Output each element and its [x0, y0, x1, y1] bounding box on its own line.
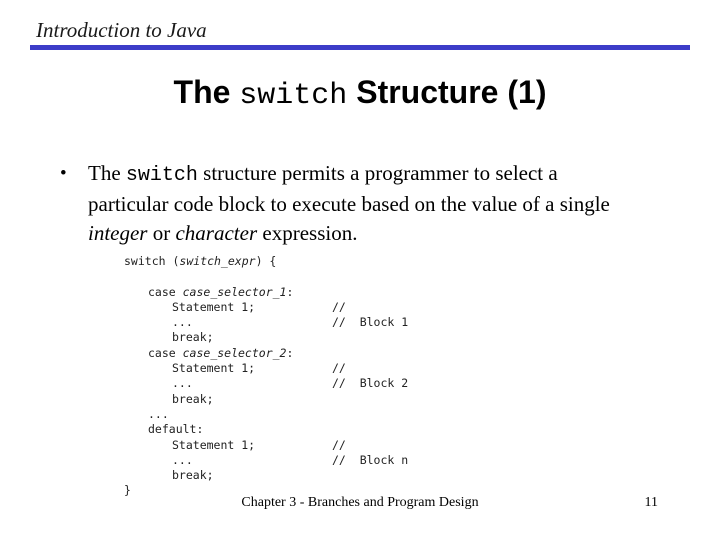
- code-line-case1-stmt: [124, 299, 346, 315]
- code-case1-statement: Statement 1;: [172, 299, 256, 314]
- title-suffix: Structure (1): [356, 74, 547, 110]
- footer-chapter: Chapter 3 - Branches and Program Design: [241, 495, 479, 510]
- bullet-point: [60, 159, 640, 248]
- code-close-brace: }: [124, 483, 131, 498]
- code-default-statement: Statement 1;: [172, 437, 256, 452]
- bullet-icon: •: [60, 163, 67, 184]
- page-number: 11: [644, 495, 658, 510]
- code-default-kw: default:: [148, 422, 204, 437]
- code-line-case2-stmt: [124, 361, 346, 376]
- code-default-dots: ...: [172, 452, 193, 467]
- code-line-ellipsis: [124, 407, 293, 422]
- code-line-default-dots: [124, 452, 409, 468]
- bullet-keyword: switch: [125, 164, 198, 187]
- bullet-italic-character: character: [175, 221, 258, 245]
- code-case1-dots: ...: [172, 315, 193, 330]
- code-case2-statement: Statement 1;: [172, 361, 256, 376]
- code-case2-comment1: //: [332, 361, 346, 376]
- code-default-break: break;: [172, 468, 214, 483]
- code-line-case2-break: [124, 392, 293, 407]
- code-line-case1-break: [124, 330, 293, 345]
- header-divider: [30, 45, 690, 50]
- code-case1-colon: :: [286, 284, 294, 299]
- bullet-text: [88, 159, 640, 248]
- code-case2-kw: case: [148, 345, 183, 360]
- code-case1-kw: case: [148, 284, 183, 299]
- code-case2-break: break;: [172, 391, 214, 406]
- code-case1-comment1: //: [332, 299, 346, 314]
- code-case1-break: break;: [172, 330, 214, 345]
- code-switch-end: ) {: [255, 254, 277, 268]
- code-line-default-stmt: [124, 437, 346, 453]
- course-title: Introduction to Java: [36, 18, 207, 42]
- code-switch-kw: switch (: [124, 254, 180, 268]
- bullet-text-2: structure permits a programmer to select a particular code block to execute based on the value of a single: [88, 161, 610, 216]
- code-example: [124, 254, 409, 499]
- code-ellipsis: ...: [148, 406, 169, 421]
- slide-title: [0, 70, 720, 118]
- code-case2-comment2: // Block 2: [332, 376, 409, 391]
- code-line-case1: [124, 285, 293, 300]
- code-case1-selector: case_selector_1: [182, 284, 287, 299]
- code-line-default-break: [124, 468, 293, 483]
- title-keyword: switch: [239, 79, 348, 113]
- code-default-comment2: // Block n: [332, 452, 409, 467]
- code-line-default: [124, 422, 293, 437]
- code-case2-selector: case_selector_2: [182, 345, 287, 360]
- bullet-italic-integer: integer: [88, 221, 148, 245]
- bullet-text-4: expression.: [262, 221, 358, 245]
- code-line-case2-dots: [124, 376, 409, 391]
- code-switch-expr: switch_expr: [179, 254, 256, 268]
- code-line-switch: [124, 254, 293, 269]
- code-line-blank: [124, 269, 293, 284]
- code-default-comment1: //: [332, 437, 346, 452]
- title-prefix: The: [173, 74, 231, 110]
- code-case2-colon: :: [286, 345, 294, 360]
- bullet-text-3: or: [152, 221, 171, 245]
- bullet-text-1: The: [88, 161, 121, 185]
- code-line-case2: [124, 346, 293, 361]
- code-case2-dots: ...: [172, 376, 193, 391]
- code-case1-comment2: // Block 1: [332, 315, 409, 330]
- code-line-case1-dots: [124, 315, 409, 330]
